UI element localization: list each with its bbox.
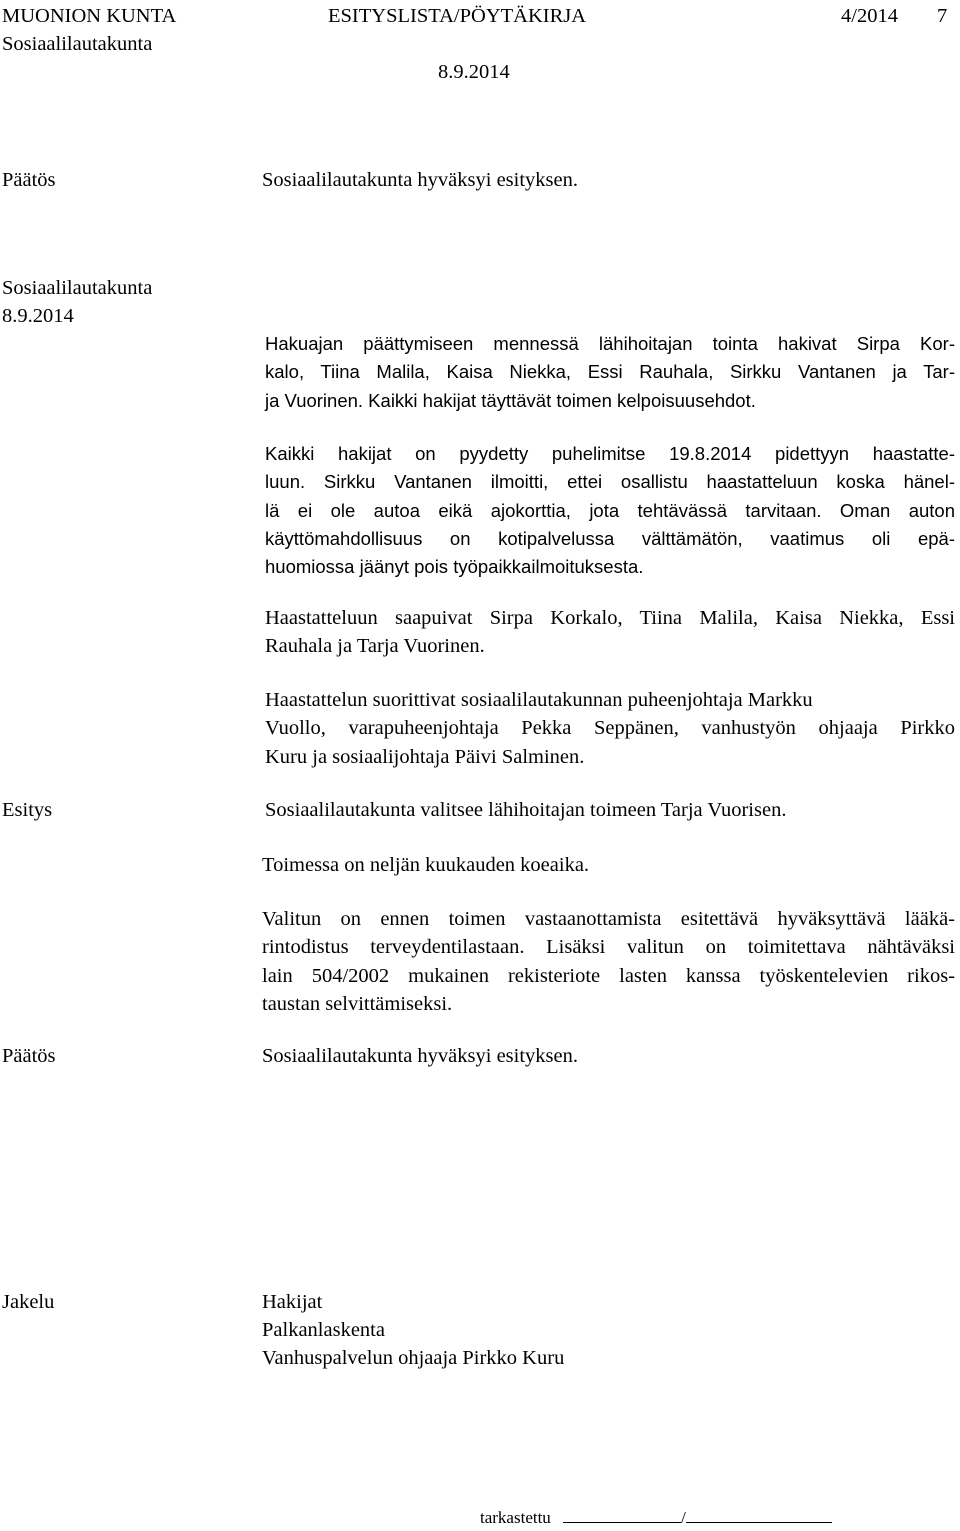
- text-line: Vuollo, varapuheenjohtaja Pekka Seppänen, vanhustyön ohjaaja Pirkko: [265, 717, 955, 740]
- text-line: ja Vuorinen. Kaikki hakijat täyttävät toimen kelpoisuusehdot.: [265, 389, 756, 411]
- text-line: lä ei ole autoa eikä ajokorttia, jota tehtävässä tarvitaan. Oman auton: [265, 499, 955, 521]
- document-type: ESITYSLISTA/PÖYTÄKIRJA: [328, 5, 587, 27]
- decision-text: Sosiaalilautakunta hyväksyi esityksen.: [262, 1045, 578, 1067]
- text-line: Kuru ja sosiaalijohtaja Päivi Salminen.: [265, 745, 585, 768]
- conditions-paragraph: [262, 905, 955, 1018]
- attendees-paragraph: [265, 604, 955, 661]
- section-committee: Sosiaalilautakunta: [2, 277, 153, 299]
- decision-text-top: Sosiaalilautakunta hyväksyi esityksen.: [262, 169, 578, 191]
- text-line: kalo, Tiina Malila, Kaisa Niekka, Essi Rauhala, Sirkku Vantanen ja Tar-: [265, 361, 955, 383]
- text-line: Kaikki hakijat on pyydetty puhelimitse 19.8.2014 pidettyyn haastatte-: [265, 443, 955, 464]
- checked-separator: /: [681, 1508, 686, 1527]
- distribution-item: Palkanlaskenta: [262, 1319, 385, 1341]
- text-line: taustan selvittämiseksi.: [262, 992, 453, 1015]
- text-line: käyttömahdollisuus on kotipalvelussa välttämätön, vaatimus oli epä-: [265, 527, 955, 549]
- decision-label: Päätös: [2, 1045, 56, 1067]
- decision-label-top: Päätös: [2, 169, 56, 191]
- org-name: MUONION KUNTA: [2, 5, 177, 27]
- text-line: Hakuajan päättymiseen mennessä lähihoitajan tointa hakivat Sirpa Kor-: [265, 333, 955, 354]
- text-line: rintodistus terveydentilastaan. Lisäksi valitun on toimitettava nähtäväksi: [262, 936, 955, 959]
- issue-number: 4/2014: [841, 5, 898, 27]
- interview-invitation-paragraph: [265, 440, 955, 581]
- checked-signature-line: [563, 1508, 681, 1523]
- checked-footer: [480, 1506, 832, 1530]
- text-line: luun. Sirkku Vantanen ilmoitti, ettei osallistu haastatteluun koska hänel-: [265, 471, 955, 493]
- checked-label: tarkastettu: [480, 1508, 551, 1527]
- text-line: Valitun on ennen toimen vastaanottamista esitettävä hyväksyttävä lääkä-: [262, 908, 955, 930]
- distribution-label: Jakelu: [2, 1291, 55, 1313]
- committee-name: Sosiaalilautakunta: [2, 33, 153, 55]
- proposal-text: Sosiaalilautakunta valitsee lähihoitajan toimeen Tarja Vuorisen.: [265, 799, 787, 821]
- text-line: Haastatteluun saapuivat Sirpa Korkalo, Tiina Malila, Kaisa Niekka, Essi: [265, 607, 955, 629]
- section-date: 8.9.2014: [2, 305, 74, 327]
- meeting-date: 8.9.2014: [438, 61, 510, 83]
- trial-period-text: Toimessa on neljän kuukauden koeaika.: [262, 854, 590, 876]
- proposal-label: Esitys: [2, 799, 53, 821]
- interviewers-paragraph: [265, 686, 955, 771]
- distribution-item: Vanhuspalvelun ohjaaja Pirkko Kuru: [262, 1347, 565, 1369]
- distribution-item: Hakijat: [262, 1291, 323, 1313]
- checked-date-line: [686, 1508, 832, 1523]
- text-line: lain 504/2002 mukainen rekisteriote lasten kanssa työskentelevien rikos-: [262, 964, 955, 987]
- application-paragraph: [265, 330, 955, 415]
- text-line: Rauhala ja Tarja Vuorinen.: [265, 635, 485, 658]
- page-number: 7: [937, 5, 948, 27]
- text-line: huomiossa jäänyt pois työpaikkailmoituksesta.: [265, 556, 644, 578]
- text-line: Haastattelun suorittivat sosiaalilautakunnan puheenjohtaja Markku: [265, 689, 813, 711]
